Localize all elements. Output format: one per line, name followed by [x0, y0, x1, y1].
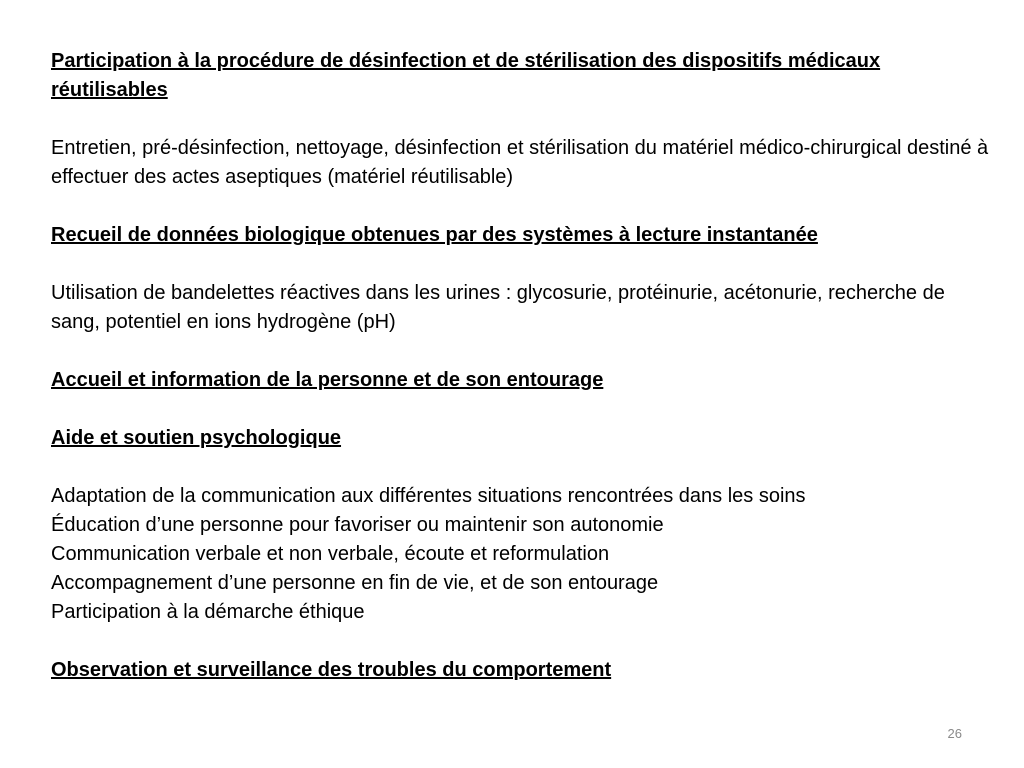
section-heading-behavior-observation: Observation et surveillance des troubles du comportement — [51, 659, 612, 681]
spacer — [51, 395, 996, 424]
spacer — [51, 453, 996, 482]
section-heading-biological-data: Recueil de données biologique obtenues par des systèmes à lecture instantanée — [51, 224, 818, 246]
list-item: Adaptation de la communication aux différentes situations rencontrées dans les soins — [51, 485, 806, 507]
list-item: Éducation d’une personne pour favoriser ou maintenir son autonomie — [51, 514, 664, 536]
spacer — [51, 337, 996, 366]
section-heading-sterilization: Participation à la procédure de désinfection et de stérilisation des dispositifs médicaux réutilisables — [51, 50, 881, 101]
spacer — [51, 250, 996, 279]
slide-content — [51, 47, 996, 685]
spacer — [51, 627, 996, 656]
page-number: 26 — [947, 726, 962, 741]
paragraph-test-strips: Utilisation de bandelettes réactives dans les urines : glycosurie, protéinurie, acétonurie, recherche de sang, potentiel en ions hydrogène (pH) — [51, 282, 945, 333]
spacer — [51, 192, 996, 221]
paragraph-sterilization: Entretien, pré-désinfection, nettoyage, désinfection et stérilisation du matériel médico-chirurgical destiné à effectuer des actes aseptiques (matériel réutilisable) — [51, 137, 989, 188]
list-item: Communication verbale et non verbale, écoute et reformulation — [51, 543, 610, 565]
section-heading-psychological-support: Aide et soutien psychologique — [51, 427, 342, 449]
section-heading-reception: Accueil et information de la personne et de son entourage — [51, 369, 604, 391]
list-item: Accompagnement d’une personne en fin de vie, et de son entourage — [51, 572, 659, 594]
list-item: Participation à la démarche éthique — [51, 601, 365, 623]
spacer — [51, 105, 996, 134]
